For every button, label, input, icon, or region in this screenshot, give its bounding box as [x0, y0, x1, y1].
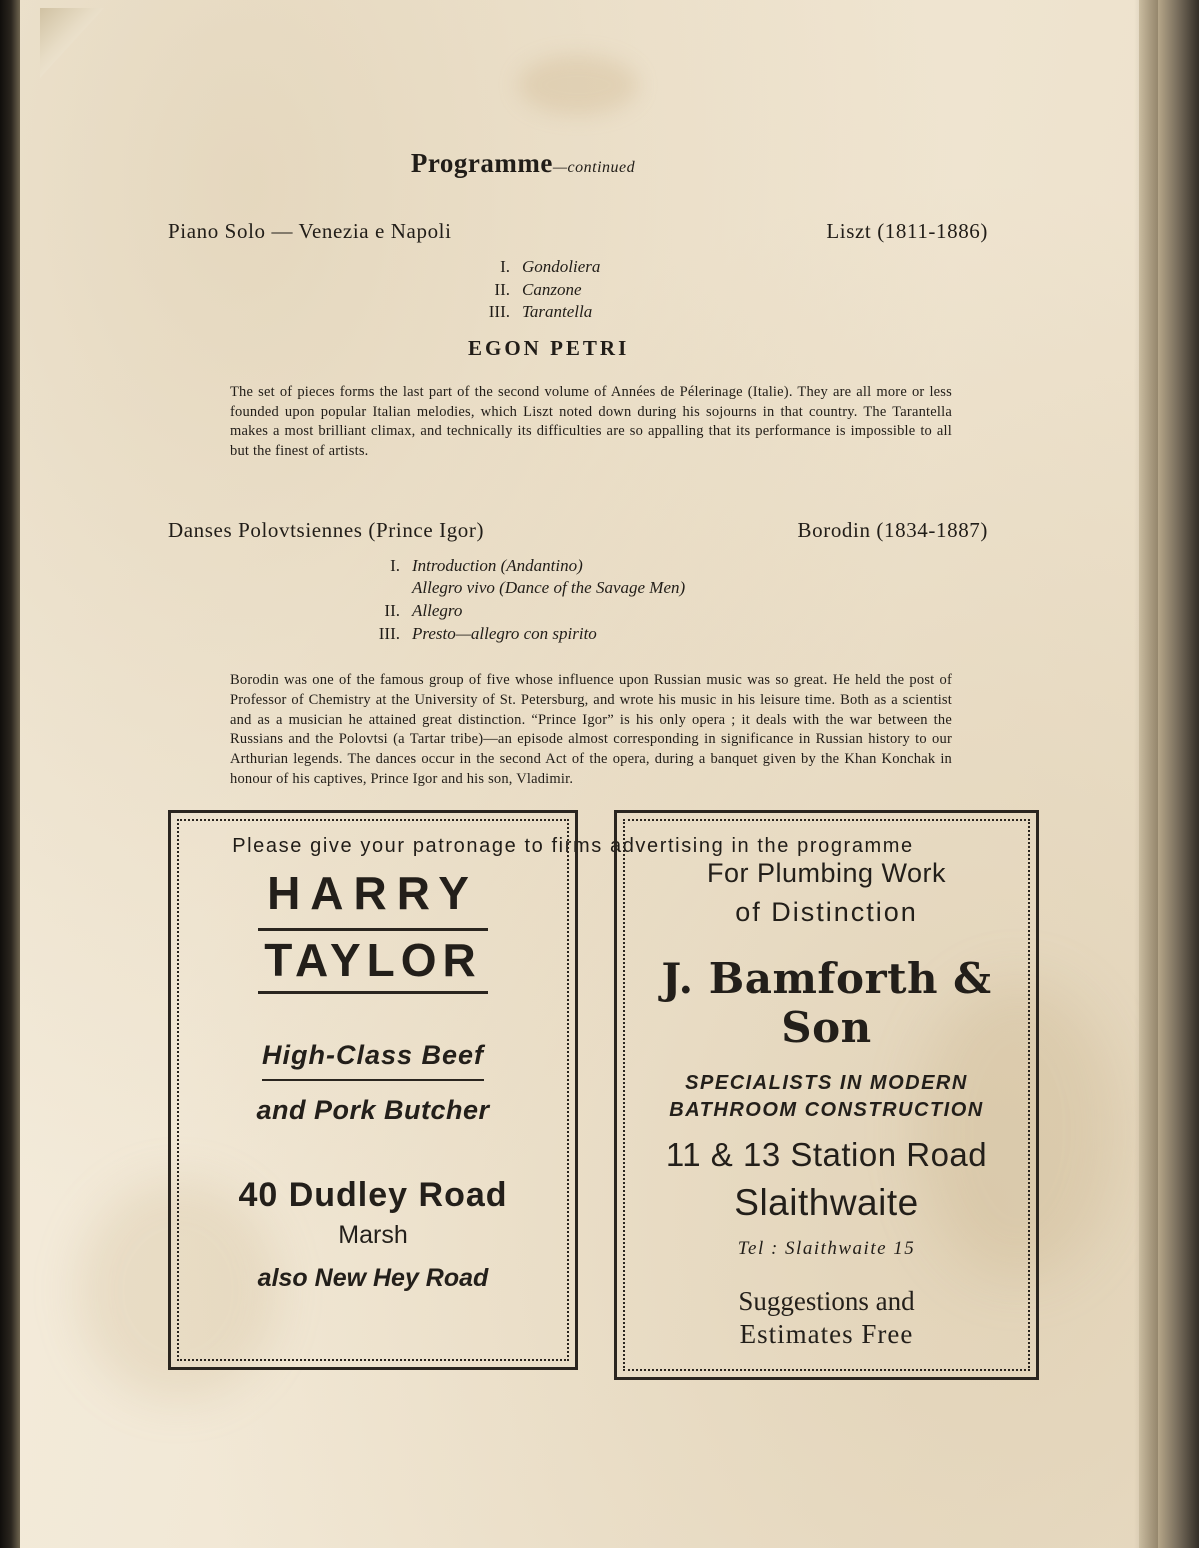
- programme-note: Borodin was one of the famous group of five whose influence upon Russian music was so great. He held the post of Professor of Chemistry at the University of St. Petersburg, and wrote his music in his leisure time. Both as a scientist and as a musician he attained great distinction. “Prince Igor” is his only opera ; it deals with the war between the Russians and the Polovtsi (a Tartar tribe)—an episode almost corresponding in significance in Russian history to our Arthurian legends. The dances occur in the second Act of the opera, during a banquet given by the Khan Konchak in honour of his captives, Prince Igor and his son, Vladimir.: [230, 672, 952, 787]
- movement-number: II.: [384, 600, 400, 620]
- movement-title: Presto—allegro con spirito: [412, 623, 597, 643]
- movement-title: Tarantella: [522, 302, 593, 322]
- movement-title: Canzone: [522, 279, 582, 299]
- ad-telephone: Tel : Slaithwaite 15: [737, 1238, 916, 1259]
- movement-title: Gondoliera: [522, 257, 601, 276]
- paper-page: [18, 0, 1158, 1548]
- piece-title: Danses Polovtsiennes (Prince Igor): [168, 517, 485, 542]
- ad-tagline-line-1: For Plumbing Work: [706, 858, 947, 888]
- page-title-text: Programme: [410, 148, 553, 178]
- movement-row: [168, 555, 998, 578]
- performer-name: EGON PETRI: [468, 335, 630, 360]
- page-corner-fold: [40, 8, 104, 78]
- page-title-continued: —continued: [552, 159, 636, 176]
- movement-row: [168, 577, 998, 600]
- movement-number: II.: [494, 279, 510, 299]
- ad-address-line-2: Marsh: [338, 1221, 408, 1249]
- ad-tagline-line-2: of Distinction: [735, 897, 918, 927]
- ad-footer-line-1: Suggestions and: [738, 1286, 915, 1316]
- piece-title: Piano Solo — Venezia e Napoli: [168, 219, 452, 243]
- gutter-shadow: [1134, 0, 1158, 1548]
- piece-composer: Borodin (1834-1887): [797, 517, 988, 542]
- piece-composer: Liszt (1811-1886): [826, 219, 988, 243]
- advertisement-harry-taylor: [168, 810, 578, 1370]
- movement-number: [358, 577, 412, 600]
- movement-title: Allegro: [412, 600, 463, 620]
- movement-row: [168, 623, 998, 646]
- movement-title: Allegro vivo (Dance of the Savage Men): [412, 578, 686, 598]
- ad-trade-line-1: High-Class Beef: [262, 1040, 484, 1081]
- movement-number: I.: [390, 555, 400, 575]
- movement-row: [168, 301, 998, 324]
- movement-list: [168, 256, 998, 324]
- piece-heading: [168, 518, 998, 543]
- programme-content: [168, 0, 998, 858]
- scan-left-edge: [0, 0, 20, 1548]
- ad-address-line-1: 11 & 13 Station Road: [665, 1136, 988, 1173]
- advertisements: [168, 810, 1058, 1380]
- ad-specialism-line-1: SPECIALISTS IN MODERN: [685, 1072, 968, 1094]
- piece-heading: [168, 219, 998, 244]
- movement-number: III.: [378, 623, 400, 643]
- ad-business-name-line-2: TAYLOR: [258, 928, 487, 994]
- ad-trade-line-2: and Pork Butcher: [256, 1095, 490, 1125]
- advertisement-bamforth: [614, 810, 1039, 1380]
- ad-address-line-3: also New Hey Road: [257, 1264, 489, 1292]
- ad-address-line-2: Slaithwaite: [734, 1182, 919, 1223]
- page-title: [48, 148, 998, 179]
- movement-list: [168, 555, 998, 645]
- movement-row: [168, 256, 998, 279]
- programme-note: The set of pieces forms the last part of the second volume of Années de Pélerinage (Italie). They are all more or less founded upon popular Italian melodies, which Liszt noted down during his sojourns in that country. The Tarantella makes a most brilliant climax, and technically its difficulties are so appalling that its performance is impossible to all but the finest of artists.: [230, 383, 952, 459]
- programme-item-piano-solo: [168, 219, 998, 462]
- movement-row: [168, 279, 998, 302]
- ad-business-name-line-1: HARRY: [267, 867, 479, 919]
- ad-footer-line-2: Estimates Free: [739, 1319, 914, 1349]
- movement-number: I.: [500, 257, 510, 276]
- movement-row: [168, 600, 998, 623]
- movement-number: III.: [488, 302, 510, 322]
- ad-business-name: J. Bamforth & Son: [661, 954, 992, 1052]
- programme-item-danses-polovtsiennes: [168, 518, 998, 790]
- patronage-notice: Please give your patronage to firms advertising in the programme: [232, 835, 914, 858]
- movement-title: Introduction (Andantino): [412, 555, 583, 575]
- ad-address-line-1: 40 Dudley Road: [238, 1176, 508, 1214]
- ad-specialism-line-2: BATHROOM CONSTRUCTION: [669, 1099, 984, 1121]
